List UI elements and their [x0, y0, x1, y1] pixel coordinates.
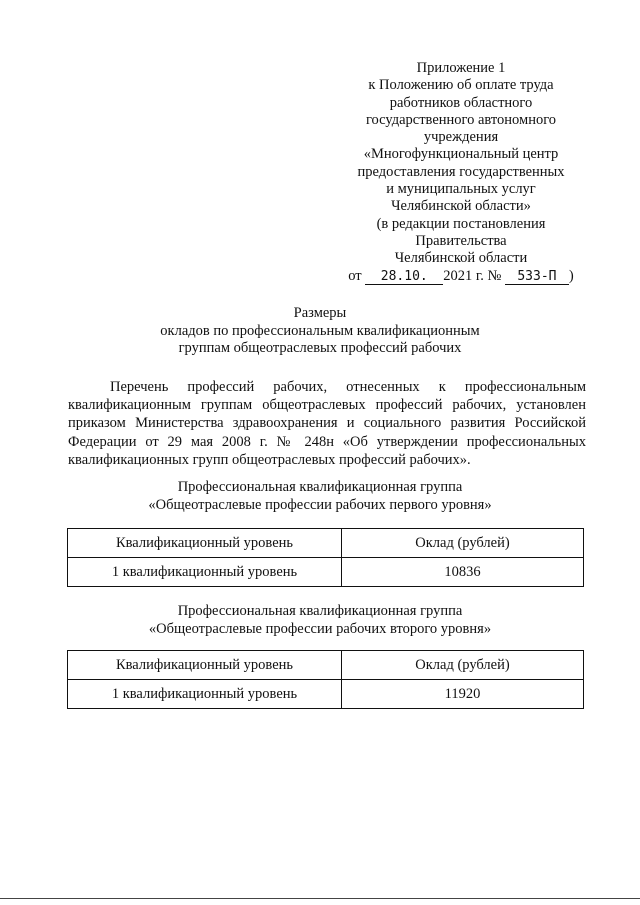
appendix-line: «Многофункциональный центр: [363, 146, 559, 163]
appendix-line: Приложение 1: [416, 60, 506, 76]
appendix-header: [330, 60, 592, 285]
title-line: Размеры: [293, 305, 347, 321]
group-heading-line: Профессиональная квалификационная группа: [177, 603, 463, 619]
appendix-line: к Положению об оплате труда: [368, 77, 554, 94]
cell-salary: 11920: [342, 680, 584, 709]
table-row: [68, 558, 584, 587]
appendix-line: учреждения: [423, 129, 499, 146]
appendix-line: Челябинской области»: [391, 198, 531, 215]
group-heading-line: Профессиональная квалификационная группа: [177, 479, 463, 495]
appendix-line: государственного автономного: [365, 111, 557, 128]
year-number-text: 2021 г. №: [443, 267, 502, 284]
header-cell-salary: Оклад (рублей): [342, 529, 584, 558]
appendix-line: предоставления государственных: [357, 163, 565, 180]
resolution-reference: [330, 268, 592, 285]
group-heading-first-level: [60, 479, 580, 514]
table-header-row: [68, 529, 584, 558]
cell-level: 1 квалификационный уровень: [68, 680, 342, 709]
document-title: [40, 305, 600, 358]
handwritten-number: 533-П: [505, 270, 569, 285]
title-line: группам общеотраслевых профессий рабочих: [178, 340, 462, 356]
group-heading-second-level: [60, 603, 580, 638]
handwritten-date: 28.10.: [365, 270, 443, 285]
appendix-line: (в редакции постановления: [376, 215, 546, 232]
table-row: [68, 680, 584, 709]
intro-paragraph: Перечень профессий рабочих, отнесенных к профессиональным квалификационным группам общеотраслевых профессий рабочих, установлен приказом Министерства здравоохранения и социального развития Российской Федерации от 29 мая 2008 г. № 248н «Об утверждении профессиональных квалификационных групп общеотраслевых профессий рабочих».: [68, 379, 586, 468]
cell-level: 1 квалификационный уровень: [68, 558, 342, 587]
group-heading-line: «Общеотраслевые профессии рабочих второго уровня»: [148, 620, 492, 637]
appendix-line: и муниципальных услуг: [386, 181, 536, 198]
appendix-line: Челябинской области: [394, 250, 528, 267]
salary-table-second-level: [67, 650, 584, 709]
cell-salary: 10836: [342, 558, 584, 587]
closing-paren: ): [568, 267, 574, 284]
from-prefix: от: [348, 267, 362, 284]
header-cell-salary: Оклад (рублей): [342, 651, 584, 680]
title-line: окладов по профессиональным квалификационным: [160, 322, 480, 339]
header-cell-level: Квалификационный уровень: [68, 651, 342, 680]
header-cell-level: Квалификационный уровень: [68, 529, 342, 558]
scan-bottom-edge: [0, 898, 640, 899]
salary-table-first-level: [67, 528, 584, 587]
group-heading-line: «Общеотраслевые профессии рабочих первого уровня»: [148, 496, 492, 513]
appendix-line: работников областного: [389, 94, 533, 111]
appendix-line: Правительства: [415, 232, 507, 249]
table-header-row: [68, 651, 584, 680]
